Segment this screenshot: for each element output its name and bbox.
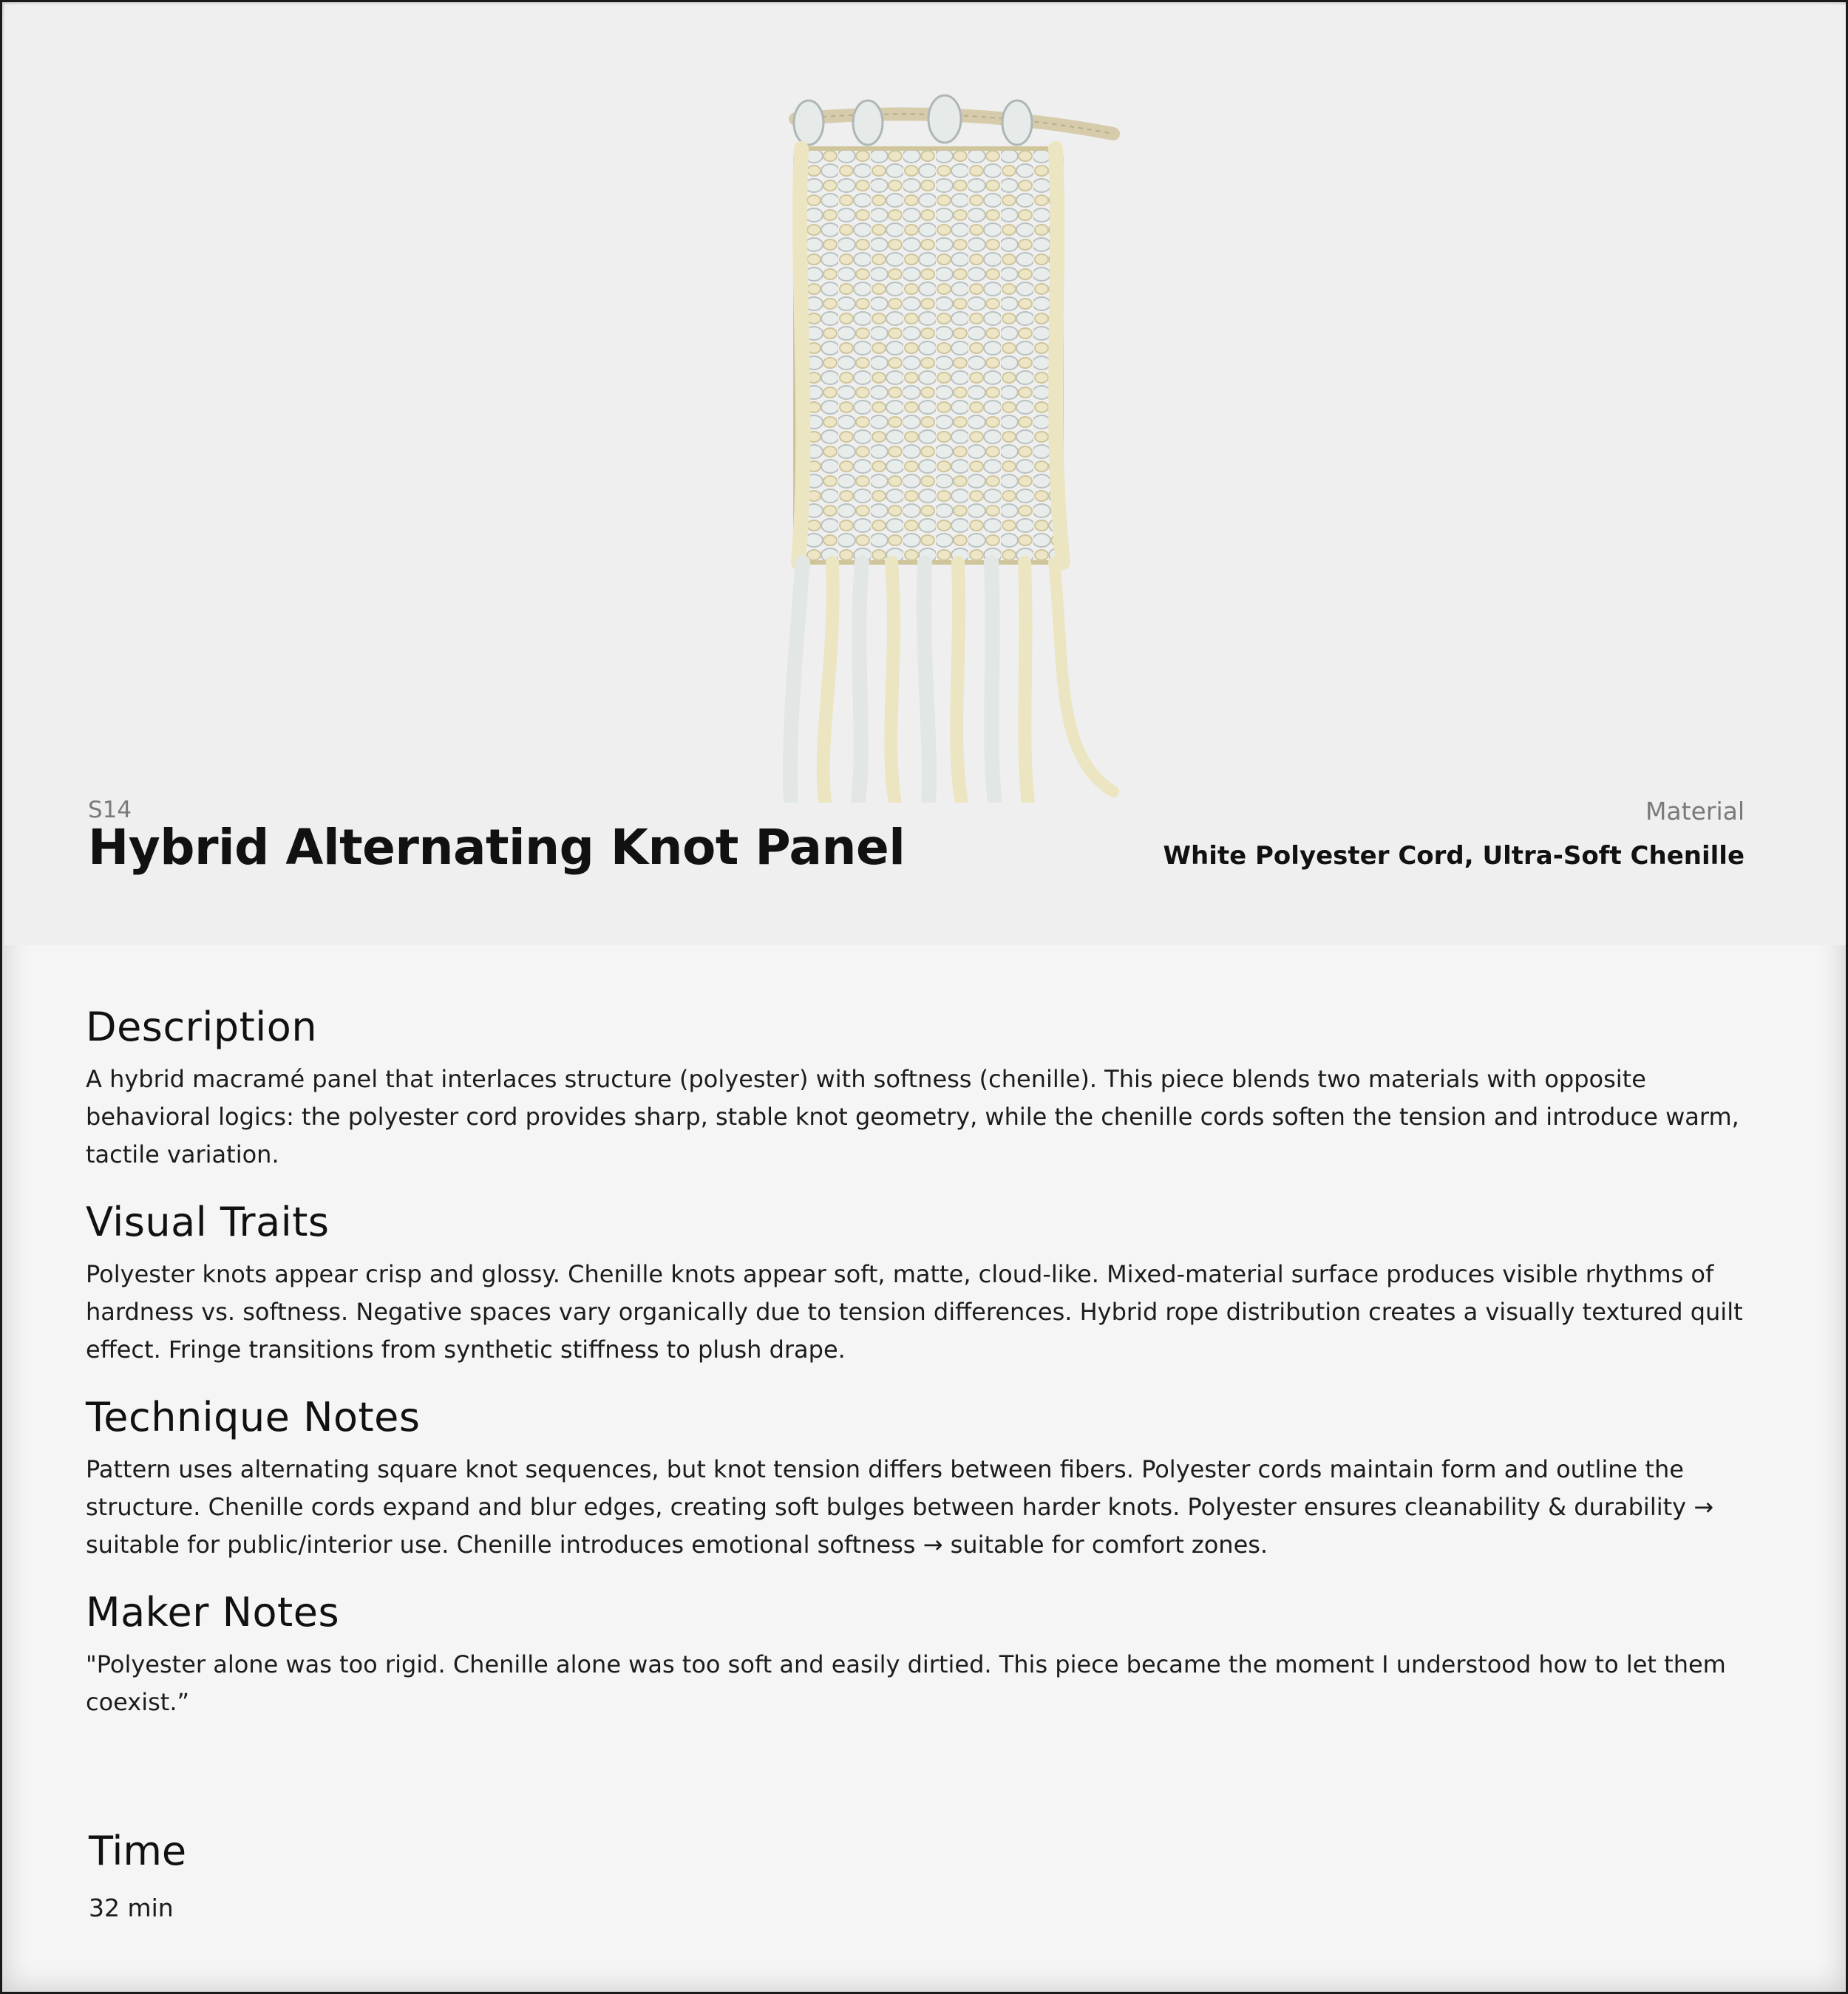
time-section bbox=[89, 1828, 186, 1922]
time-heading: Time bbox=[89, 1828, 187, 1874]
hero-section bbox=[4, 4, 1848, 945]
visual-traits-section bbox=[86, 1199, 1749, 1369]
technique-notes-text: Pattern uses alternating square knot sequences, but knot tension differs between fibers. Polyester cords maintain form and outline the structure. Chenille cords expand and blur edges, creating soft bulges between harder knots. Polyester ensures cleanability & durability → suitable for public/interior use. Chenille introduces emotional softness → suitable for comfort zones. bbox=[86, 1455, 1714, 1559]
time-value: 32 min bbox=[89, 1893, 174, 1922]
maker-notes-heading: Maker Notes bbox=[86, 1589, 340, 1636]
technique-notes-section bbox=[86, 1394, 1749, 1564]
visual-traits-heading: Visual Traits bbox=[86, 1199, 330, 1245]
description-text: A hybrid macramé panel that interlaces structure (polyester) with softness (chenille). This piece blends two materials with opposite behavioral logics: the polyester cord provides sharp, stable knot geometry, while the chenille cords soften the tension and introduce warm, tactile variation. bbox=[86, 1065, 1739, 1168]
macrame-panel-photo bbox=[773, 89, 1150, 803]
sample-code: S14 bbox=[88, 797, 132, 823]
material-label: Material bbox=[1645, 797, 1745, 826]
material-value: White Polyester Cord, Ultra-Soft Chenille bbox=[1163, 841, 1745, 871]
maker-notes-section bbox=[86, 1589, 1749, 1721]
details-content bbox=[86, 1004, 1749, 1746]
visual-traits-text: Polyester knots appear crisp and glossy. Chenille knots appear soft, matte, cloud-like. Mixed-material surface produces visible rhythms of hardness vs. softness. Negative spaces vary organically due to tension differences. Hybrid rope distribution creates a visually textured quilt effect. Fringe transitions from synthetic stiffness to plush drape. bbox=[86, 1260, 1743, 1364]
description-section bbox=[86, 1004, 1749, 1174]
description-heading: Description bbox=[86, 1004, 318, 1050]
maker-notes-text: "Polyester alone was too rigid. Chenille alone was too soft and easily dirtied. This piece became the moment I understood how to let them coexist.” bbox=[86, 1650, 1726, 1716]
page-title: Hybrid Alternating Knot Panel bbox=[88, 819, 906, 876]
technique-notes-heading: Technique Notes bbox=[86, 1394, 421, 1440]
